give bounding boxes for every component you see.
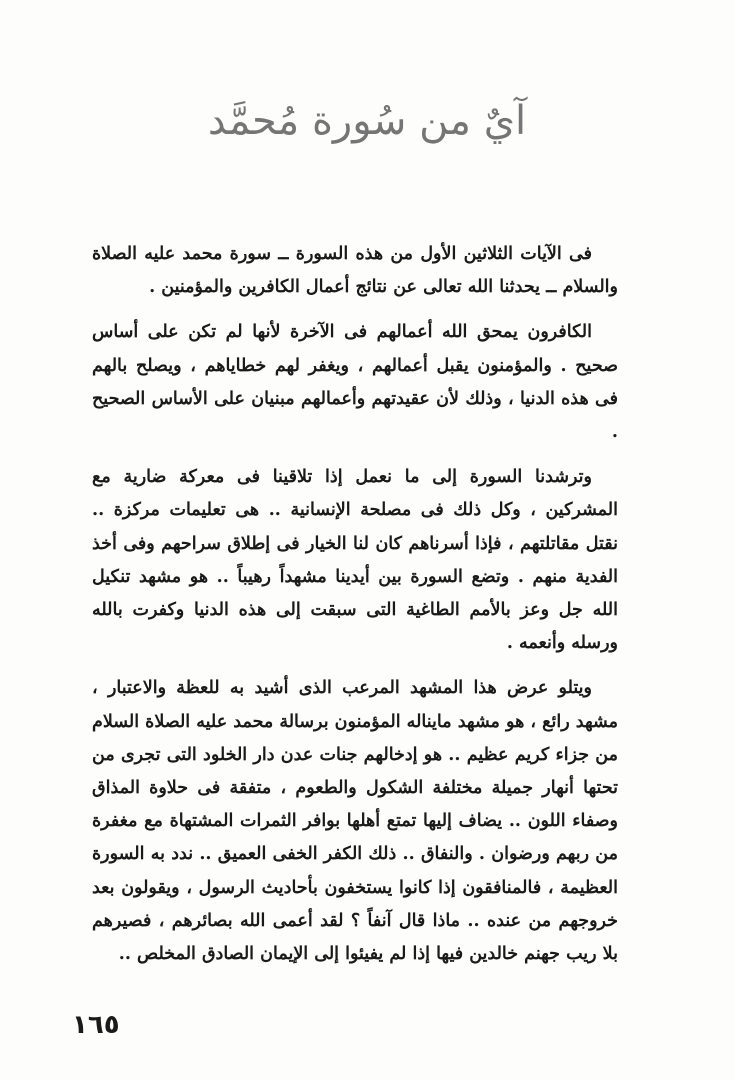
paragraph-1: فى الآيات الثلاثين الأول من هذه السورة ــ سورة محمد عليه الصلاة والسلام ــ يحدثنا الله تعالى عن نتائج أعمال الكافرين والمؤمنين . — [92, 244, 618, 298]
paragraph-4: ويتلو عرض هذا المشهد المرعب الذى أشيد به للعظة والاعتبار ، مشهد رائع ، هو مشهد مايناله المؤمنون برسالة محمد عليه الصلاة السلام من جزاء كريم عظيم .. هو إدخالهم جنات عدن دار الخلود التى تجرى من تحتها أنهار جميلة مختلفة الشكول والطعوم ، متفقة فى حلاوة المذاق وصفاء اللون .. يضاف إليها تمتع أهلها بوافر الثمرات المشتهاة مع مغفرة من ربهم ورضوان . والنفاق .. ذلك الكفر الخفى العميق .. ندد به السورة العظيمة ، فالمنافقون إذا كانوا يستخفون بأحاديث الرسول ، ويقولون بعد خروجهم من عنده .. ماذا قال آنفاً ؟ لقد أعمى الله بصائرهم ، فصيرهم بلا ريب جهنم خالدين فيها إذا لم يفيئوا إلى الإيمان الصادق المخلص .. — [92, 678, 618, 965]
paragraph-3: وترشدنا السورة إلى ما نعمل إذا تلاقينا فى معركة ضارية مع المشركين ، وكل ذلك فى مصلحة الإنسانية .. هى تعليمات مركزة .. نقتل مقاتلتهم ، فإذا أسرناهم كان لنا الخيار فى إطلاق سراحهم وفى أخذ الفدية منهم . وتضع السورة بين أيدينا مشهداً رهيباً .. هو مشهد تنكيل الله جل وعز بالأمم الطاغية التى سبقت إلى هذه الدنيا وكفرت بالله ورسله وأنعمه . — [92, 467, 618, 654]
body-text — [92, 238, 618, 983]
paragraph-2: الكافرون يمحق الله أعمالهم فى الآخرة لأنها لم تكن على أساس صحيح . والمؤمنون يقبل أعمالهم ، ويغفر لهم خطاياهم ، ويصلح بالهم فى هذه الدنيا ، وذلك لأن عقيدتهم وأعمالهم مبنيان على الأساس الصحيح . — [92, 322, 618, 443]
page-number: ١٦٥ — [72, 1010, 120, 1040]
chapter-title: آيٌ من سُورة مُحمَّد — [207, 98, 527, 144]
